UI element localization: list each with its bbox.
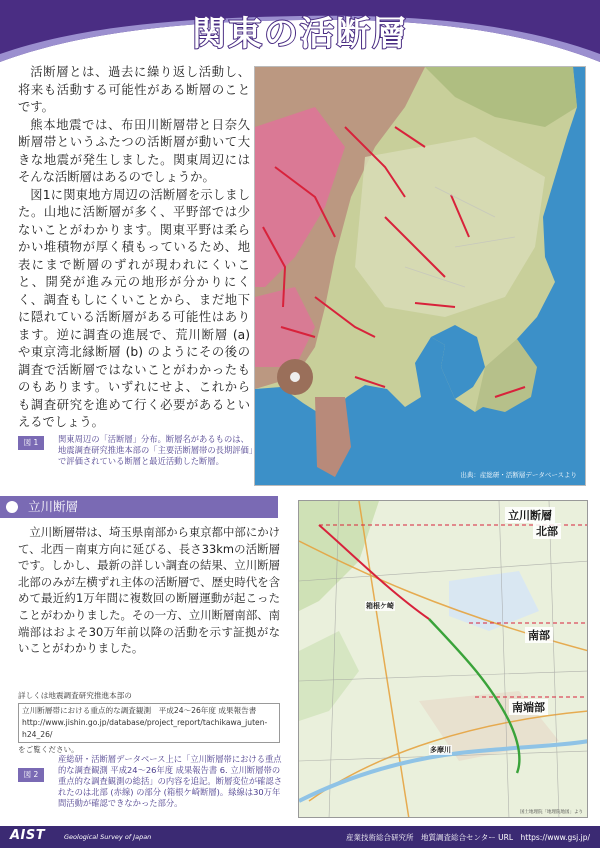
footer-organization[interactable]: 産業技術総合研究所 地質調査総合センター URL https://www.gsj.jp/	[346, 833, 590, 842]
figure2-caption: 産総研・活断層データベース上に「立川断層帯における重点的な調査観測 平成24～26年度 成果報告書 6. 立川断層帯の重点的な調査観測の総括」の内容を追記。断層変位が確認されたのは北部 (赤線) の部分 (箱根ケ崎断層)。緑線は30万年間活動が確認できなかった部分。	[58, 754, 283, 808]
figure1-caption: 関東周辺の「活断層」分布。断層名があるものは、地震調査研究推進本部の「主要活断層帯の長期評価」で評価されている断層と最近活動した断層。	[58, 434, 253, 466]
reference-outro: をご覧ください。	[18, 745, 79, 754]
place-hakonegasaki: 箱根ケ崎	[366, 602, 394, 610]
section-body	[18, 524, 280, 657]
gsj-subtitle: Geological Survey of Japan	[64, 833, 152, 841]
label-tachikawa-north-1: 立川断層	[505, 507, 555, 523]
figure2-label: 図 2	[18, 768, 44, 782]
reference-url[interactable]: http://www.jishin.go.jp/database/project_report/tachikawa_juten-h24_26/	[22, 718, 268, 739]
intro-paragraph: 熊本地震では、布田川断層帯と日奈久断層帯というふたつの活断層が動いて大きな地震が発生しました。関東周辺にはそんな活断層はあるのでしょうか。	[18, 117, 250, 184]
kanto-map-graphic	[255, 67, 586, 486]
reference-intro: 詳しくは地震調査研究推進本部の	[18, 691, 132, 700]
label-south: 南部	[525, 627, 553, 643]
section-paragraph: 立川断層帯は、埼玉県南部から東京都中部にかけて、北西－南東方向に延びる、長さ33kmの活断層です。しかし、最新の詳しい調査の結果、立川断層北部のみが左横ずれ主体の活断層で、歴史時代を含めて最近約1万年間に複数回の断層運動が起こったことがわかりました。その一方、立川断層南部、南端部はおよそ30万年前以降の活動を示す証拠がないことがわかりました。	[18, 525, 280, 656]
header	[0, 0, 600, 62]
figure1-label: 図 1	[18, 436, 44, 450]
tachikawa-fault-map	[298, 500, 588, 818]
section-header	[0, 496, 278, 518]
figure1-credit: 出典：産総研・活断層データベースより	[460, 471, 577, 479]
footer	[0, 826, 600, 848]
label-tachikawa-north-2: 北部	[533, 523, 561, 539]
aist-logo: AIST	[10, 828, 46, 843]
reference-report-name: 立川断層帯における重点的な調査観測 平成24～26年度 成果報告書	[22, 706, 257, 715]
intro-paragraph: 図1に関東地方周辺の活断層を示しました。山地に活断層が多く、平野部では少ないことがわかります。関東平野は柔らかい堆積物が厚く積もっているため、地表にまで断層のずれが現われにくいこと、開発が進み元の地形が分かりにくく、調査もしにくいことから、まだ地下に隠れている活断層がある可能性はあります。逆に調査の進展で、荒川断層 (a) や東京湾北縁断層 (b) のようにその後の調査で活断層ではないことがわかったものもあります。いずれにせよ、これからも調査研究を進めて行く必要があるといえるでしょう。	[18, 187, 250, 429]
intro-text	[18, 64, 250, 432]
intro-paragraph: 活断層とは、過去に繰り返し活動し、将来も活動する可能性がある断層のことです。	[18, 65, 250, 114]
kanto-fault-map	[254, 66, 586, 486]
figure2-credit: 国土地理院「地理院地図」より	[520, 810, 583, 815]
page-title: 関東の活断層	[192, 14, 408, 54]
place-tamagawa: 多摩川	[430, 746, 451, 754]
section-title: 立川断層	[28, 499, 79, 514]
section-bullet-icon	[6, 501, 18, 513]
reference-report-title	[18, 703, 280, 743]
reference-block	[18, 690, 280, 756]
tachikawa-map-graphic	[299, 501, 588, 818]
label-south-end: 南端部	[509, 699, 548, 715]
